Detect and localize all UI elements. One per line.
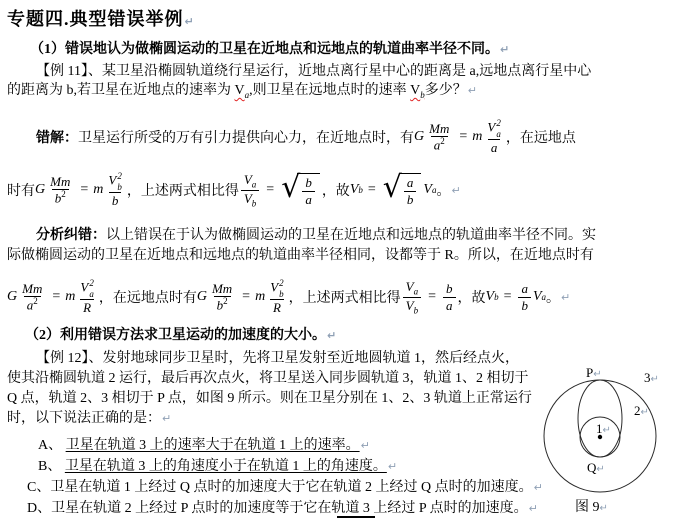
analysis-formula-row <box>7 273 678 321</box>
wrong-solution-text1: 卫星运行所受的万有引力提供向心力，在近地点时，有 <box>78 131 414 146</box>
paragraph-mark: ↵ <box>387 460 398 473</box>
section1-heading-text: （1）错误地认为做椭圆运动的卫星在近地点和远地点的轨道曲率半径不同。 <box>30 42 499 57</box>
wrong-solution-label: 错解： <box>36 131 78 146</box>
example11-line2 <box>7 81 678 100</box>
label-orbit-3: 3↵ <box>644 370 659 385</box>
paragraph-mark: ↵ <box>533 481 543 494</box>
page-break-rule <box>337 516 375 518</box>
paragraph-mark: ↵ <box>360 439 370 452</box>
example11-line2-post: 多少？ <box>424 83 467 98</box>
analysis-line1-text: 以上错误在于认为做椭圆运动的卫星在近地点和远地点的轨道曲率半径不同。实 <box>106 228 596 243</box>
paragraph-mark: ↵ <box>327 329 337 342</box>
orbit-2-ellipse <box>578 380 622 457</box>
option-a-text: 卫星在轨道 3 上的速率大于在轨道 1 上的速率。 <box>65 438 360 453</box>
example11-line2-pre: 的距离为 b,若卫星在近地点的速率为 <box>7 83 235 98</box>
formula-near-point-correct: G $\frac{Mm}{a^2}$ = m V 2 a R <box>7 278 94 316</box>
label-orbit-1: 1↵ <box>596 421 611 436</box>
figure-9 <box>540 353 678 524</box>
section1-heading <box>30 42 678 58</box>
option-d-label: D、 <box>27 501 52 516</box>
wrong-solution-row2 <box>7 165 678 215</box>
label-point-q: Q↵ <box>587 460 605 475</box>
analysis-end: 。 <box>546 291 561 306</box>
example11-line2-mid: ,则卫星在远地点时的速率 <box>249 83 411 98</box>
paragraph-mark: ↵ <box>162 412 172 425</box>
analysis-label: 分析纠错： <box>36 228 106 243</box>
section2-heading <box>25 328 678 344</box>
formula-far-point-correct: G $\frac{Mm}{b^2}$ = m V 2 b R <box>196 278 284 316</box>
wrong-solution-text4: ，上述两式相比得 <box>126 184 239 199</box>
paragraph-mark: ↵ <box>467 84 477 97</box>
option-b-label: B、 <box>38 459 65 474</box>
paragraph-mark: ↵ <box>451 183 461 197</box>
option-c-label: C、 <box>27 480 51 495</box>
formula-result-correct: V b = $\frac{a}{b}$ V a <box>485 280 547 313</box>
example12-line1: 【例 12】、发射地球同步卫星时，先将卫星发射至近地圆轨道 1，然后经点火， <box>36 351 519 366</box>
page-title-text: 专题四.典型错误举例 <box>7 9 184 29</box>
paragraph-mark: ↵ <box>528 502 538 515</box>
option-d-text: 卫星在轨道 2 上经过 P 点时的加速度等于它在轨道 3 上经过 P 点时的加速度。 <box>51 501 528 516</box>
option-c-text: 卫星在轨道 1 上经过 Q 点时的加速度大于它在轨道 2 上经过 Q 点时的加速度。 <box>50 480 533 495</box>
example12-line2: 使其沿椭圆轨道 2 运行，最后再次点火，将卫星送入同步圆轨道 3，轨道 1、2 相切于 <box>7 371 529 386</box>
analysis-mid3: ，故 <box>457 291 486 306</box>
wrong-solution-text5: ，故 <box>321 184 350 199</box>
figure-caption: 图 9↵ <box>575 500 608 515</box>
formula-ratio-correct: $\frac{V_a}{V_b}$ = $\frac{b}{a}$ <box>401 279 458 315</box>
analysis-mid2: ，上述两式相比得 <box>288 291 401 306</box>
example11-line1: 【例 11】、某卫星沿椭圆轨道绕行星运行，近地点离行星中心的距离是 a,远地点离行星中心 <box>36 64 592 79</box>
label-point-p: P↵ <box>586 365 602 380</box>
wrong-solution-text6: 。 <box>436 184 451 199</box>
section2-heading-text: （2）利用错误方法求卫星运动的加速度的大小。 <box>25 328 326 343</box>
analysis-line2: 际做椭圆运动的卫星在近地点和远地点的轨道曲率半径相同，设都等于 R。所以，在近地点时有 <box>7 248 594 263</box>
wrong-solution-text3: 时有 <box>7 184 35 199</box>
vb-term-spellcheck: $V_b$ <box>410 83 425 100</box>
option-a-label: A、 <box>38 438 66 453</box>
analysis-line1 <box>36 226 678 246</box>
orbit-diagram <box>540 353 678 524</box>
wrong-solution-row1 <box>7 112 678 162</box>
paragraph-mark: ↵ <box>184 15 195 28</box>
formula-result-wrong: V b = √ $\frac{a}{b}$ V a <box>349 170 437 207</box>
analysis-mid1: ，在远地点时有 <box>98 291 197 306</box>
wrong-solution-text2: ，在远地点 <box>505 131 576 146</box>
paragraph-mark: ↵ <box>500 43 510 56</box>
example12-line4-text: 时，以下说法正确的是： <box>7 411 161 426</box>
label-orbit-2: 2↵ <box>634 403 649 418</box>
va-term-spellcheck: $V_a$ <box>234 83 250 100</box>
page-title <box>7 8 678 33</box>
formula-near-point-wrong: G $\frac{Mm}{a^2}$ = m V 2 a a <box>414 118 501 156</box>
formula-ratio-wrong: $\frac{V_a}{V_b}$ = √ $\frac{b}{a}$ <box>239 172 322 208</box>
option-b-text: 卫星在轨道 3 上的角速度小于在轨道 1 上的角速度。 <box>64 459 387 474</box>
example12-line3: Q 点，轨道 2、3 相切于 P 点，如图 9 所示。则在卫星分别在 1、2、3 轨道上正常运行 <box>7 391 532 406</box>
paragraph-mark: ↵ <box>561 290 571 304</box>
formula-far-point-wrong: G $\frac{Mm}{b^2}$ = m V 2 b b <box>35 171 122 209</box>
